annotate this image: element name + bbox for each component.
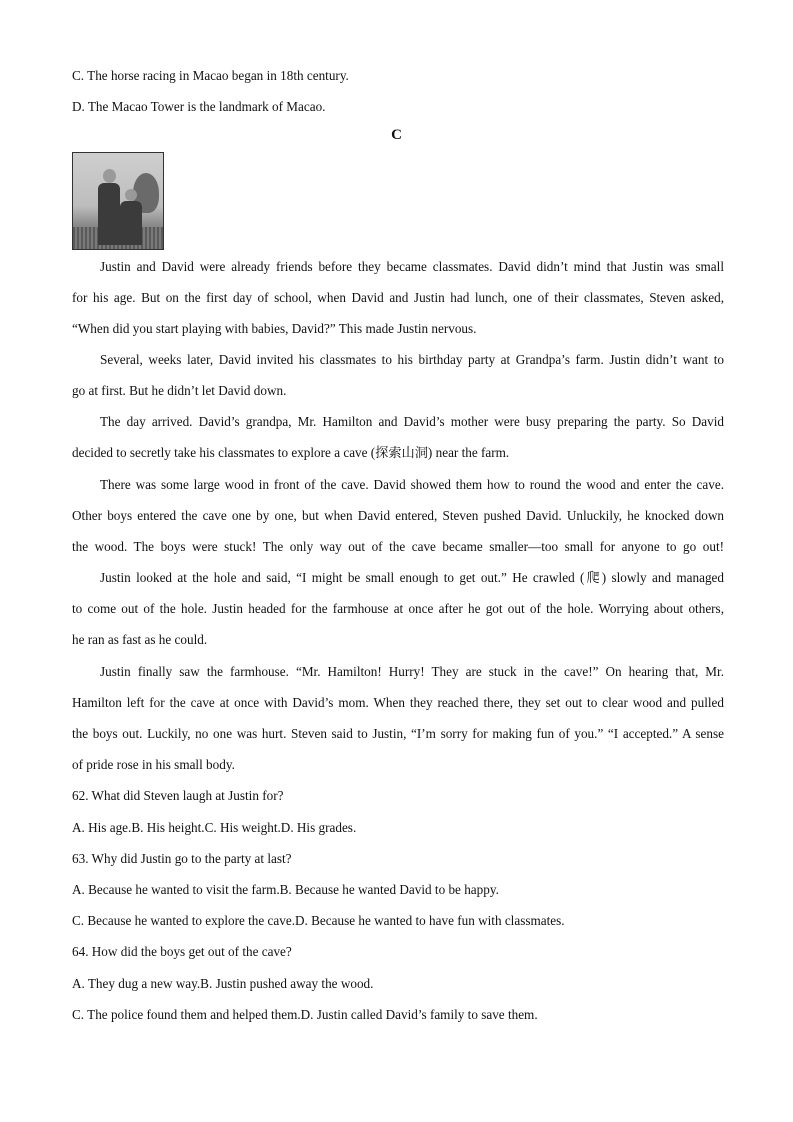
passage-line-16: the boys out. Luckily, no one was hurt. Steven said to Justin, “I’m sorry for making fun of you.” “I accepted.” A sense <box>72 726 724 741</box>
question-64-options-cd: C. The police found them and helped them.D. Justin called David’s family to save them. <box>72 1007 538 1022</box>
passage-line-10: the wood. The boys were stuck! The only way out of the cave became smaller—too small for anyone to go out! <box>72 539 724 554</box>
passage-line-8: There was some large wood in front of the cave. David showed them how to round the wood and enter the cave. <box>100 477 724 492</box>
question-62-options: A. His age.B. His height.C. His weight.D. His grades. <box>72 820 357 835</box>
passage-line-17: of pride rose in his small body. <box>72 757 235 772</box>
passage-line-13: he ran as fast as he could. <box>72 632 208 647</box>
passage-line-4: Several, weeks later, David invited his classmates to his birthday party at Grandpa’s farm. Justin didn’t want to <box>100 352 724 367</box>
question-62: 62. What did Steven laugh at Justin for? <box>72 788 284 803</box>
passage-line-1: Justin and David were already friends before they became classmates. David didn’t mind that Justin was small <box>100 259 724 274</box>
passage-line-3: “When did you start playing with babies, David?” This made Justin nervous. <box>72 321 477 336</box>
option-d-previous: D. The Macao Tower is the landmark of Macao. <box>72 99 326 114</box>
passage-line-12: to come out of the hole. Justin headed for the farmhouse at once after he got out of the hole. Worrying about others, <box>72 601 724 616</box>
question-63-options-cd: C. Because he wanted to explore the cave.D. Because he wanted to have fun with classmates. <box>72 913 565 928</box>
passage-line-9: Other boys entered the cave one by one, but when David entered, Steven pushed David. Unluckily, he knocked down <box>72 508 724 523</box>
passage-line-11: Justin looked at the hole and said, “I might be small enough to get out.” He crawled (爬) slowly and managed <box>100 570 724 585</box>
boys-photo <box>72 152 164 250</box>
passage-line-14: Justin finally saw the farmhouse. “Mr. Hamilton! Hurry! They are stuck in the cave!” On hearing that, Mr. <box>100 664 724 679</box>
question-64-options-ab: A. They dug a new way.B. Justin pushed away the wood. <box>72 976 374 991</box>
passage-line-15: Hamilton left for the cave at once with David’s mom. When they reached there, they set out to clear wood and pulled <box>72 695 724 710</box>
passage-line-2: for his age. But on the first day of school, when David and Justin had lunch, one of their classmates, Steven asked, <box>72 290 724 305</box>
option-c-previous: C. The horse racing in Macao began in 18th century. <box>72 68 349 83</box>
photo-boy-tall-head <box>103 169 116 183</box>
photo-boy-tall <box>98 183 120 245</box>
photo-boy-small <box>120 201 142 245</box>
section-heading: C <box>391 127 402 143</box>
question-64: 64. How did the boys get out of the cave? <box>72 944 292 959</box>
passage-line-7: decided to secretly take his classmates to explore a cave (探索山洞) near the farm. <box>72 445 510 460</box>
question-63: 63. Why did Justin go to the party at last? <box>72 851 292 866</box>
passage-line-5: go at first. But he didn’t let David down. <box>72 383 287 398</box>
photo-boy-small-head <box>125 189 137 201</box>
passage-line-6: The day arrived. David’s grandpa, Mr. Hamilton and David’s mother were busy preparing the party. So David <box>100 414 724 429</box>
question-63-options-ab: A. Because he wanted to visit the farm.B. Because he wanted David to be happy. <box>72 882 499 897</box>
